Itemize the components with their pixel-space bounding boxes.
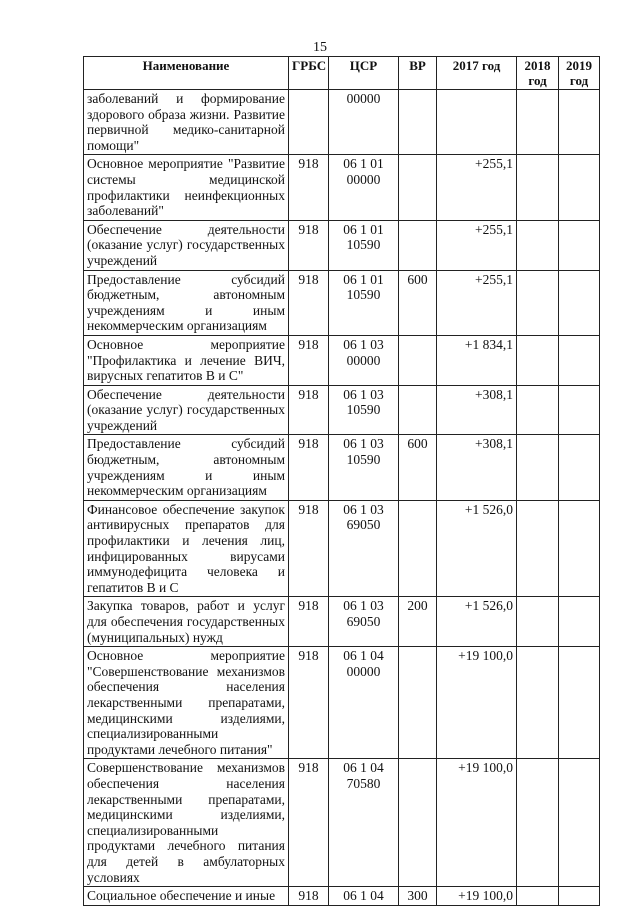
row-vr	[399, 220, 437, 270]
row-name: Предоставление субсидий бюджетным, автономным учреждениям и иным некоммерческим организациям	[84, 435, 289, 500]
row-name: Основное мероприятие "Совершенствование механизмов обеспечения населения лекарственными препаратами, медицинскими изделиями, специализированными продуктами лечебного питания"	[84, 647, 289, 759]
row-vr: 600	[399, 270, 437, 335]
row-csr: 06 1 03 69050	[329, 500, 399, 597]
row-grbs: 918	[289, 647, 329, 759]
row-csr: 06 1 01 10590	[329, 270, 399, 335]
table-row	[84, 270, 600, 335]
row-grbs: 918	[289, 220, 329, 270]
row-vr: 600	[399, 435, 437, 500]
row-csr: 00000	[329, 90, 399, 155]
row-2018	[517, 90, 559, 155]
row-csr: 06 1 01 10590	[329, 220, 399, 270]
header-2018: 2018 год	[517, 57, 559, 90]
row-grbs: 918	[289, 385, 329, 435]
row-vr	[399, 647, 437, 759]
row-vr	[399, 759, 437, 887]
row-name: Обеспечение деятельности (оказание услуг) государственных учреждений	[84, 220, 289, 270]
row-csr: 06 1 04 70580	[329, 759, 399, 887]
row-2019	[559, 500, 600, 597]
page-number: 15	[313, 40, 327, 55]
row-name: Основное мероприятие "Профилактика и лечение ВИЧ, вирусных гепатитов В и С"	[84, 335, 289, 385]
row-2017: +1 526,0	[437, 597, 517, 647]
row-name: Закупка товаров, работ и услуг для обеспечения государственных (муниципальных) нужд	[84, 597, 289, 647]
row-2017	[437, 90, 517, 155]
row-2017: +19 100,0	[437, 647, 517, 759]
row-name: Совершенствование механизмов обеспечения населения лекарственными препаратами, медицинскими изделиями, специализированными продуктами лечебного питания для детей в амбулаторных условиях	[84, 759, 289, 887]
row-grbs: 918	[289, 887, 329, 906]
row-csr: 06 1 01 00000	[329, 155, 399, 220]
row-csr: 06 1 04	[329, 887, 399, 906]
row-name: Социальное обеспечение и иные	[84, 887, 289, 906]
table-body	[84, 90, 600, 906]
row-2017: +1 526,0	[437, 500, 517, 597]
table-row	[84, 220, 600, 270]
table-row	[84, 335, 600, 385]
row-2019	[559, 385, 600, 435]
row-2018	[517, 500, 559, 597]
row-grbs: 918	[289, 270, 329, 335]
header-row	[84, 57, 600, 90]
row-vr	[399, 500, 437, 597]
row-2017: +255,1	[437, 270, 517, 335]
table-row	[84, 759, 600, 887]
row-2018	[517, 759, 559, 887]
table-row	[84, 155, 600, 220]
row-2019	[559, 435, 600, 500]
row-2019	[559, 759, 600, 887]
row-2017: +308,1	[437, 385, 517, 435]
row-2019	[559, 90, 600, 155]
row-vr	[399, 155, 437, 220]
row-csr: 06 1 03 10590	[329, 385, 399, 435]
table-row	[84, 887, 600, 906]
row-2018	[517, 647, 559, 759]
header-name: Наименование	[84, 57, 289, 90]
row-2017: +1 834,1	[437, 335, 517, 385]
row-2018	[517, 155, 559, 220]
row-2018	[517, 597, 559, 647]
row-csr: 06 1 03 69050	[329, 597, 399, 647]
row-grbs: 918	[289, 435, 329, 500]
row-2019	[559, 887, 600, 906]
table-row	[84, 597, 600, 647]
row-2019	[559, 270, 600, 335]
row-2018	[517, 887, 559, 906]
row-2019	[559, 335, 600, 385]
row-2018	[517, 435, 559, 500]
row-vr: 200	[399, 597, 437, 647]
header-csr: ЦСР	[329, 57, 399, 90]
row-vr: 300	[399, 887, 437, 906]
row-2018	[517, 335, 559, 385]
row-csr: 06 1 03 10590	[329, 435, 399, 500]
row-name: Обеспечение деятельности (оказание услуг) государственных учреждений	[84, 385, 289, 435]
row-csr: 06 1 03 00000	[329, 335, 399, 385]
row-2017: +19 100,0	[437, 759, 517, 887]
row-grbs: 918	[289, 155, 329, 220]
row-2018	[517, 220, 559, 270]
header-2017: 2017 год	[437, 57, 517, 90]
row-2019	[559, 155, 600, 220]
row-name: Финансовое обеспечение закупок антивирусных препаратов для профилактики и лечения лиц, инфицированных вирусами иммунодефицита человека и гепатитов В и С	[84, 500, 289, 597]
row-grbs: 918	[289, 335, 329, 385]
header-2019: 2019 год	[559, 57, 600, 90]
row-vr	[399, 385, 437, 435]
row-grbs: 918	[289, 500, 329, 597]
budget-table	[83, 56, 600, 906]
row-name: заболеваний и формирование здорового образа жизни. Развитие первичной медико-санитарной помощи"	[84, 90, 289, 155]
header-grbs: ГРБС	[289, 57, 329, 90]
row-2017: +255,1	[437, 220, 517, 270]
table-row	[84, 500, 600, 597]
row-name: Основное мероприятие "Развитие системы медицинской профилактики неинфекционных заболеваний"	[84, 155, 289, 220]
row-name: Предоставление субсидий бюджетным, автономным учреждениям и иным некоммерческим организациям	[84, 270, 289, 335]
row-2017: +19 100,0	[437, 887, 517, 906]
row-grbs	[289, 90, 329, 155]
row-2018	[517, 385, 559, 435]
row-2017: +255,1	[437, 155, 517, 220]
row-grbs: 918	[289, 597, 329, 647]
table-row	[84, 385, 600, 435]
row-csr: 06 1 04 00000	[329, 647, 399, 759]
row-2019	[559, 647, 600, 759]
row-vr	[399, 90, 437, 155]
row-2019	[559, 597, 600, 647]
row-2017: +308,1	[437, 435, 517, 500]
table-row	[84, 435, 600, 500]
row-grbs: 918	[289, 759, 329, 887]
table-row	[84, 90, 600, 155]
header-vr: ВР	[399, 57, 437, 90]
table-row	[84, 647, 600, 759]
row-2018	[517, 270, 559, 335]
row-vr	[399, 335, 437, 385]
table-header	[84, 57, 600, 90]
row-2019	[559, 220, 600, 270]
